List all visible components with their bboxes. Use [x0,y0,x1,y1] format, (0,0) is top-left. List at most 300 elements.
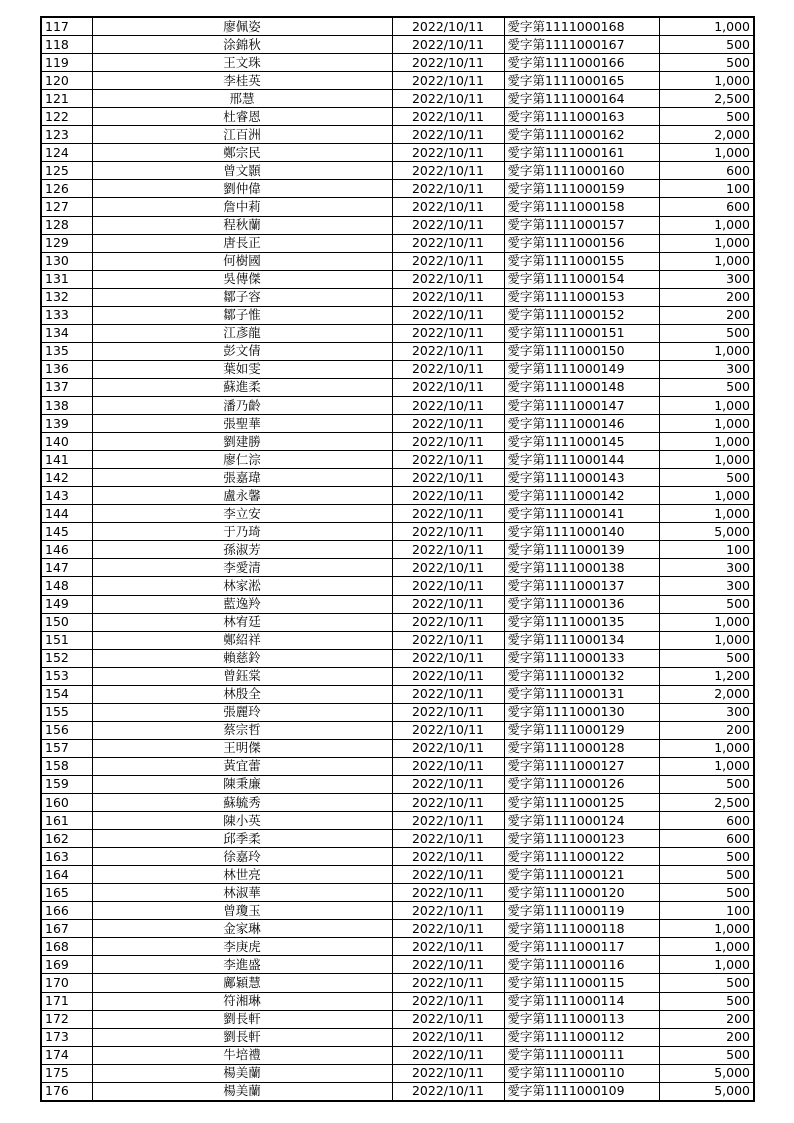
donation-date: 2022/10/11 [392,667,504,685]
receipt-number: 愛字第1111000144 [504,451,659,469]
donation-date: 2022/10/11 [392,469,504,487]
receipt-number: 愛字第1111000137 [504,577,659,595]
receipt-number: 愛字第1111000116 [504,956,659,974]
table-row [41,541,754,559]
donation-amount: 500 [659,775,754,793]
row-number: 176 [41,1082,92,1101]
table-row [41,830,754,848]
row-number: 118 [41,36,92,54]
donation-date: 2022/10/11 [392,126,504,144]
receipt-number: 愛字第1111000154 [504,270,659,288]
receipt-number: 愛字第1111000111 [504,1046,659,1064]
donor-name: 江百洲 [92,126,392,144]
donation-amount: 1,000 [659,17,754,36]
donor-name: 廖仁淙 [92,451,392,469]
receipt-number: 愛字第1111000128 [504,739,659,757]
table-row [41,613,754,631]
receipt-number: 愛字第1111000158 [504,198,659,216]
donation-date: 2022/10/11 [392,631,504,649]
receipt-number: 愛字第1111000164 [504,90,659,108]
donation-amount: 1,000 [659,396,754,414]
table-row [41,974,754,992]
donor-name: 邢慧 [92,90,392,108]
donation-date: 2022/10/11 [392,775,504,793]
donation-date: 2022/10/11 [392,1010,504,1028]
donor-name: 陳秉廉 [92,775,392,793]
table-row [41,288,754,306]
donation-date: 2022/10/11 [392,270,504,288]
table-row [41,559,754,577]
donation-date: 2022/10/11 [392,757,504,775]
row-number: 122 [41,108,92,126]
receipt-number: 愛字第1111000146 [504,415,659,433]
donation-amount: 300 [659,270,754,288]
row-number: 167 [41,920,92,938]
donor-name: 鄭紹祥 [92,631,392,649]
donation-date: 2022/10/11 [392,72,504,90]
row-number: 123 [41,126,92,144]
receipt-number: 愛字第1111000125 [504,794,659,812]
donation-amount: 500 [659,595,754,613]
row-number: 149 [41,595,92,613]
receipt-number: 愛字第1111000162 [504,126,659,144]
receipt-number: 愛字第1111000148 [504,378,659,396]
table-row [41,812,754,830]
donation-amount: 200 [659,1028,754,1046]
donor-name: 李愛清 [92,559,392,577]
donation-date: 2022/10/11 [392,288,504,306]
donation-date: 2022/10/11 [392,433,504,451]
donation-date: 2022/10/11 [392,234,504,252]
donor-name: 蔡宗哲 [92,721,392,739]
donor-name: 林世亮 [92,866,392,884]
donation-list-page [40,16,753,1102]
donation-amount: 200 [659,306,754,324]
table-row [41,866,754,884]
donation-date: 2022/10/11 [392,1046,504,1064]
donation-date: 2022/10/11 [392,523,504,541]
donor-name: 鄺穎慧 [92,974,392,992]
row-number: 165 [41,884,92,902]
donation-date: 2022/10/11 [392,487,504,505]
table-row [41,794,754,812]
donation-amount: 500 [659,108,754,126]
table-row [41,1082,754,1101]
table-row [41,234,754,252]
row-number: 151 [41,631,92,649]
donation-amount: 2,000 [659,126,754,144]
receipt-number: 愛字第1111000122 [504,848,659,866]
row-number: 163 [41,848,92,866]
table-row [41,956,754,974]
receipt-number: 愛字第1111000129 [504,721,659,739]
row-number: 133 [41,306,92,324]
row-number: 134 [41,324,92,342]
receipt-number: 愛字第1111000138 [504,559,659,577]
donor-name: 彭文倩 [92,342,392,360]
donation-date: 2022/10/11 [392,324,504,342]
donation-amount: 300 [659,360,754,378]
row-number: 154 [41,685,92,703]
donor-name: 程秋蘭 [92,216,392,234]
donation-date: 2022/10/11 [392,342,504,360]
donation-date: 2022/10/11 [392,902,504,920]
row-number: 170 [41,974,92,992]
table-row [41,360,754,378]
donor-name: 劉仲偉 [92,180,392,198]
row-number: 150 [41,613,92,631]
donation-amount: 2,500 [659,90,754,108]
donation-amount: 500 [659,324,754,342]
row-number: 127 [41,198,92,216]
receipt-number: 愛字第1111000150 [504,342,659,360]
donation-amount: 300 [659,559,754,577]
donor-name: 吳傳傑 [92,270,392,288]
row-number: 145 [41,523,92,541]
donation-table-body [41,17,754,1101]
donor-name: 劉長軒 [92,1028,392,1046]
donor-name: 潘乃齡 [92,396,392,414]
receipt-number: 愛字第1111000112 [504,1028,659,1046]
donation-amount: 200 [659,721,754,739]
donation-date: 2022/10/11 [392,920,504,938]
donation-date: 2022/10/11 [392,451,504,469]
donation-amount: 1,000 [659,72,754,90]
donor-name: 曾鈺棠 [92,667,392,685]
receipt-number: 愛字第1111000124 [504,812,659,830]
table-row [41,703,754,721]
donation-amount: 500 [659,649,754,667]
donation-date: 2022/10/11 [392,830,504,848]
donor-name: 陳小英 [92,812,392,830]
row-number: 141 [41,451,92,469]
donation-amount: 100 [659,180,754,198]
donation-date: 2022/10/11 [392,1028,504,1046]
row-number: 164 [41,866,92,884]
donation-amount: 500 [659,54,754,72]
receipt-number: 愛字第1111000133 [504,649,659,667]
row-number: 162 [41,830,92,848]
receipt-number: 愛字第1111000157 [504,216,659,234]
table-row [41,451,754,469]
receipt-number: 愛字第1111000126 [504,775,659,793]
donor-name: 牛培禮 [92,1046,392,1064]
donor-name: 何樹國 [92,252,392,270]
table-row [41,378,754,396]
receipt-number: 愛字第1111000117 [504,938,659,956]
receipt-number: 愛字第1111000163 [504,108,659,126]
row-number: 137 [41,378,92,396]
receipt-number: 愛字第1111000136 [504,595,659,613]
receipt-number: 愛字第1111000168 [504,17,659,36]
donor-name: 唐長正 [92,234,392,252]
table-row [41,685,754,703]
receipt-number: 愛字第1111000145 [504,433,659,451]
row-number: 173 [41,1028,92,1046]
receipt-number: 愛字第1111000165 [504,72,659,90]
table-row [41,270,754,288]
donation-amount: 1,000 [659,505,754,523]
donation-date: 2022/10/11 [392,90,504,108]
table-row [41,739,754,757]
donation-amount: 1,000 [659,216,754,234]
table-row [41,649,754,667]
receipt-number: 愛字第1111000132 [504,667,659,685]
donor-name: 葉如雯 [92,360,392,378]
row-number: 126 [41,180,92,198]
donation-amount: 200 [659,1010,754,1028]
donation-date: 2022/10/11 [392,739,504,757]
row-number: 135 [41,342,92,360]
donation-amount: 5,000 [659,1064,754,1082]
donor-name: 藍逸羚 [92,595,392,613]
row-number: 168 [41,938,92,956]
receipt-number: 愛字第1111000109 [504,1082,659,1101]
donor-name: 江彥龍 [92,324,392,342]
donor-name: 李立安 [92,505,392,523]
donation-amount: 5,000 [659,523,754,541]
donation-date: 2022/10/11 [392,198,504,216]
receipt-number: 愛字第1111000167 [504,36,659,54]
table-row [41,992,754,1010]
receipt-number: 愛字第1111000110 [504,1064,659,1082]
row-number: 148 [41,577,92,595]
donation-date: 2022/10/11 [392,216,504,234]
receipt-number: 愛字第1111000114 [504,992,659,1010]
donation-date: 2022/10/11 [392,848,504,866]
donation-amount: 500 [659,378,754,396]
table-row [41,180,754,198]
donation-date: 2022/10/11 [392,974,504,992]
receipt-number: 愛字第1111000160 [504,162,659,180]
donation-amount: 1,000 [659,757,754,775]
donor-name: 李庚虎 [92,938,392,956]
donor-name: 林殷全 [92,685,392,703]
table-row [41,884,754,902]
table-row [41,469,754,487]
donation-amount: 500 [659,469,754,487]
donation-amount: 2,500 [659,794,754,812]
donation-amount: 1,000 [659,234,754,252]
donation-date: 2022/10/11 [392,812,504,830]
donation-date: 2022/10/11 [392,884,504,902]
receipt-number: 愛字第1111000141 [504,505,659,523]
table-row [41,920,754,938]
donor-name: 林家淞 [92,577,392,595]
donation-date: 2022/10/11 [392,559,504,577]
donation-amount: 1,000 [659,956,754,974]
donor-name: 劉建勝 [92,433,392,451]
table-row [41,415,754,433]
table-row [41,595,754,613]
donor-name: 林淑華 [92,884,392,902]
receipt-number: 愛字第1111000135 [504,613,659,631]
donation-date: 2022/10/11 [392,378,504,396]
row-number: 158 [41,757,92,775]
table-row [41,631,754,649]
receipt-number: 愛字第1111000139 [504,541,659,559]
donation-amount: 5,000 [659,1082,754,1101]
receipt-number: 愛字第1111000151 [504,324,659,342]
donation-date: 2022/10/11 [392,17,504,36]
table-row [41,36,754,54]
donation-date: 2022/10/11 [392,505,504,523]
row-number: 160 [41,794,92,812]
donor-name: 詹中莉 [92,198,392,216]
donation-amount: 2,000 [659,685,754,703]
row-number: 175 [41,1064,92,1082]
receipt-number: 愛字第1111000113 [504,1010,659,1028]
row-number: 161 [41,812,92,830]
donation-date: 2022/10/11 [392,938,504,956]
donor-name: 符湘琳 [92,992,392,1010]
table-row [41,487,754,505]
row-number: 172 [41,1010,92,1028]
row-number: 128 [41,216,92,234]
row-number: 142 [41,469,92,487]
donor-name: 鄒子容 [92,288,392,306]
table-row [41,775,754,793]
donor-name: 黃宜蕾 [92,757,392,775]
row-number: 129 [41,234,92,252]
table-row [41,433,754,451]
table-row [41,306,754,324]
row-number: 125 [41,162,92,180]
receipt-number: 愛字第1111000142 [504,487,659,505]
donation-amount: 300 [659,703,754,721]
receipt-number: 愛字第1111000166 [504,54,659,72]
donor-name: 王明傑 [92,739,392,757]
donation-amount: 1,000 [659,433,754,451]
donor-name: 涂錦秋 [92,36,392,54]
donor-name: 邱季柔 [92,830,392,848]
donation-date: 2022/10/11 [392,595,504,613]
donation-amount: 100 [659,902,754,920]
donation-date: 2022/10/11 [392,396,504,414]
table-row [41,324,754,342]
donation-amount: 1,000 [659,144,754,162]
receipt-number: 愛字第1111000153 [504,288,659,306]
donation-date: 2022/10/11 [392,180,504,198]
receipt-number: 愛字第1111000161 [504,144,659,162]
donation-date: 2022/10/11 [392,306,504,324]
donation-date: 2022/10/11 [392,992,504,1010]
donor-name: 張麗玲 [92,703,392,721]
donation-date: 2022/10/11 [392,956,504,974]
donation-date: 2022/10/11 [392,1064,504,1082]
table-row [41,848,754,866]
receipt-number: 愛字第1111000159 [504,180,659,198]
donor-name: 曾瓊玉 [92,902,392,920]
donor-name: 曾文顥 [92,162,392,180]
donation-amount: 300 [659,577,754,595]
donation-amount: 100 [659,541,754,559]
row-number: 155 [41,703,92,721]
donation-amount: 1,000 [659,487,754,505]
receipt-number: 愛字第1111000120 [504,884,659,902]
table-row [41,17,754,36]
donation-amount: 1,000 [659,252,754,270]
donation-date: 2022/10/11 [392,703,504,721]
row-number: 121 [41,90,92,108]
donor-name: 李進盛 [92,956,392,974]
receipt-number: 愛字第1111000152 [504,306,659,324]
row-number: 132 [41,288,92,306]
donation-date: 2022/10/11 [392,162,504,180]
row-number: 159 [41,775,92,793]
donation-date: 2022/10/11 [392,252,504,270]
table-row [41,1064,754,1082]
row-number: 156 [41,721,92,739]
donation-date: 2022/10/11 [392,685,504,703]
row-number: 174 [41,1046,92,1064]
donation-amount: 500 [659,866,754,884]
receipt-number: 愛字第1111000131 [504,685,659,703]
donation-date: 2022/10/11 [392,613,504,631]
row-number: 117 [41,17,92,36]
row-number: 124 [41,144,92,162]
receipt-number: 愛字第1111000130 [504,703,659,721]
table-row [41,198,754,216]
table-row [41,505,754,523]
table-row [41,938,754,956]
row-number: 171 [41,992,92,1010]
table-row [41,162,754,180]
donation-date: 2022/10/11 [392,721,504,739]
table-row [41,1010,754,1028]
receipt-number: 愛字第1111000156 [504,234,659,252]
donation-amount: 600 [659,812,754,830]
receipt-number: 愛字第1111000115 [504,974,659,992]
row-number: 157 [41,739,92,757]
table-row [41,72,754,90]
table-row [41,667,754,685]
row-number: 140 [41,433,92,451]
donation-amount: 1,000 [659,920,754,938]
donation-amount: 500 [659,992,754,1010]
donor-name: 劉長軒 [92,1010,392,1028]
donor-name: 廖佩姿 [92,17,392,36]
receipt-number: 愛字第1111000121 [504,866,659,884]
table-row [41,721,754,739]
donor-name: 蘇進柔 [92,378,392,396]
receipt-number: 愛字第1111000155 [504,252,659,270]
donor-name: 楊美蘭 [92,1064,392,1082]
donation-date: 2022/10/11 [392,36,504,54]
row-number: 119 [41,54,92,72]
donation-date: 2022/10/11 [392,360,504,378]
donor-name: 蘇毓秀 [92,794,392,812]
donor-name: 盧永馨 [92,487,392,505]
table-row [41,252,754,270]
donation-date: 2022/10/11 [392,866,504,884]
row-number: 144 [41,505,92,523]
donation-amount: 1,000 [659,451,754,469]
donor-name: 金家琳 [92,920,392,938]
table-row [41,1028,754,1046]
row-number: 130 [41,252,92,270]
donation-date: 2022/10/11 [392,541,504,559]
donation-date: 2022/10/11 [392,54,504,72]
donor-name: 林宥廷 [92,613,392,631]
donation-date: 2022/10/11 [392,108,504,126]
row-number: 166 [41,902,92,920]
row-number: 143 [41,487,92,505]
donation-amount: 200 [659,288,754,306]
donor-name: 張嘉瑋 [92,469,392,487]
table-row [41,757,754,775]
row-number: 120 [41,72,92,90]
